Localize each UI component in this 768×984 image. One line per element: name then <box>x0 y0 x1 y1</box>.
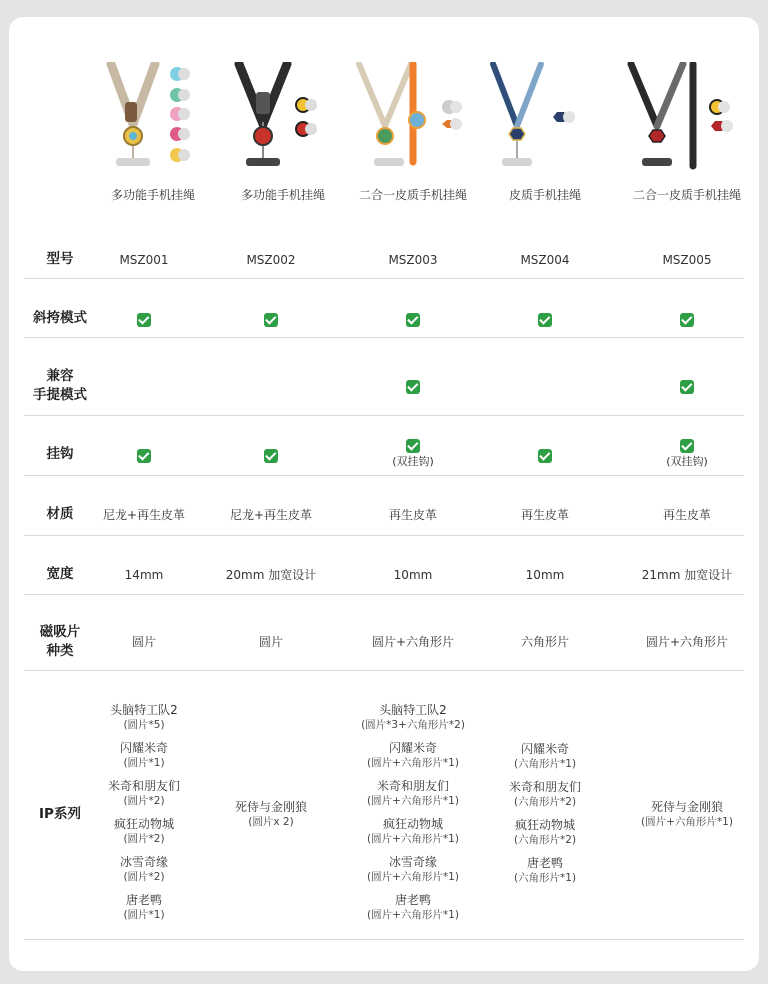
check-icon <box>538 313 552 327</box>
ip-name: 闪耀米奇 <box>119 741 168 755</box>
hook-cell <box>221 446 321 464</box>
ip-entry <box>485 779 605 810</box>
ip-name: 头脑特工队2 <box>379 703 447 717</box>
ip-detail: (圆片*2) <box>123 833 165 845</box>
ip-detail: (圆片+六角形片*1) <box>367 871 459 883</box>
ip-entry <box>84 778 204 809</box>
width-cell: 21mm 加宽设计 <box>641 568 733 582</box>
hook-cell <box>94 446 194 464</box>
row-label-hook: 挂钩 <box>46 446 74 462</box>
ip-column-3 <box>343 702 483 930</box>
check-icon <box>680 439 694 453</box>
product-name: 皮质手机挂绳 <box>508 188 581 202</box>
hook-cell <box>495 446 595 464</box>
row-label-line: 磁吸片 <box>39 624 81 640</box>
ip-detail: (圆片*2) <box>123 871 165 883</box>
comparison-card <box>9 17 759 971</box>
lanyard-1-image <box>89 62 217 182</box>
ip-detail: (六角形片*2) <box>513 796 577 808</box>
ip-name: 米奇和朋友们 <box>508 780 581 794</box>
ip-detail: (圆片*2) <box>123 795 165 807</box>
ip-name: 疯狂动物城 <box>382 817 443 831</box>
ip-entry <box>211 799 331 830</box>
ip-detail: (圆片*3+六角形片*2) <box>361 719 465 731</box>
check-icon <box>680 313 694 327</box>
ip-entry <box>617 799 757 830</box>
check-icon <box>264 449 278 463</box>
lanyard-5-image <box>623 62 751 182</box>
ip-entry <box>343 778 483 809</box>
ip-detail: (圆片*1) <box>123 757 165 769</box>
crossbody-cell <box>495 310 595 328</box>
crossbody-cell <box>637 310 737 328</box>
ip-name: 疯狂动物城 <box>113 817 174 831</box>
check-icon <box>264 313 278 327</box>
ip-column-1 <box>84 702 204 930</box>
row-label-crossbody: 斜挎模式 <box>33 310 87 326</box>
product-name: 多功能手机挂绳 <box>240 188 325 202</box>
ip-name: 闪耀米奇 <box>520 742 569 756</box>
lanyard-3-image <box>349 62 477 182</box>
row-divider <box>24 278 744 279</box>
row-divider <box>24 670 744 671</box>
ip-name: 米奇和朋友们 <box>376 779 449 793</box>
ip-detail: (圆片+六角形片*1) <box>641 816 733 828</box>
row-label-model: 型号 <box>46 251 74 267</box>
row-label-width: 宽度 <box>46 566 74 582</box>
row-label-line: 手提模式 <box>33 387 87 403</box>
ip-name: 唐老鸭 <box>125 893 162 907</box>
row-label-line: 兼容 <box>46 368 74 384</box>
model-cell: MSZ003 <box>388 253 438 267</box>
crossbody-cell <box>221 310 321 328</box>
product-5 <box>623 62 751 222</box>
hook-cell <box>363 436 463 470</box>
magnet-cell: 六角形片 <box>520 635 569 649</box>
ip-detail: (圆片x 2) <box>248 816 294 828</box>
handheld-cell <box>363 377 463 395</box>
ip-entry <box>343 740 483 771</box>
ip-entry <box>84 854 204 885</box>
material-cell: 尼龙+再生皮革 <box>229 508 313 522</box>
ip-detail: (六角形片*1) <box>513 872 577 884</box>
ip-detail: (圆片*1) <box>123 909 165 921</box>
ip-name: 冰雪奇缘 <box>119 855 168 869</box>
material-cell: 尼龙+再生皮革 <box>102 508 186 522</box>
check-icon <box>406 380 420 394</box>
check-icon <box>137 449 151 463</box>
check-icon <box>680 380 694 394</box>
row-label-handheld <box>25 367 95 405</box>
ip-detail: (六角形片*2) <box>513 834 577 846</box>
magnet-cell: 圆片 <box>131 635 156 649</box>
row-divider <box>24 337 744 338</box>
ip-name: 唐老鸭 <box>526 856 563 870</box>
ip-entry <box>343 816 483 847</box>
width-cell: 10mm <box>393 568 433 582</box>
row-label-line: 种类 <box>46 643 74 659</box>
ip-column-4 <box>485 741 605 893</box>
row-label-ip: IP系列 <box>39 806 81 822</box>
ip-detail: (圆片+六角形片*1) <box>367 909 459 921</box>
material-cell: 再生皮革 <box>662 508 711 522</box>
product-4 <box>481 62 609 222</box>
ip-entry <box>343 702 483 733</box>
product-3 <box>349 62 477 222</box>
hook-cell <box>637 436 737 470</box>
row-divider <box>24 535 744 536</box>
product-name: 二合一皮质手机挂绳 <box>632 188 741 202</box>
width-cell: 20mm 加宽设计 <box>225 568 317 582</box>
check-icon <box>137 313 151 327</box>
product-2 <box>219 62 347 222</box>
model-cell: MSZ001 <box>119 253 169 267</box>
ip-detail: (圆片+六角形片*1) <box>367 757 459 769</box>
model-cell: MSZ004 <box>520 253 570 267</box>
check-icon <box>406 313 420 327</box>
ip-detail: (圆片+六角形片*1) <box>367 795 459 807</box>
lanyard-4-image <box>481 62 609 182</box>
magnet-cell: 圆片+六角形片 <box>371 635 455 649</box>
ip-detail: (六角形片*1) <box>513 758 577 770</box>
row-divider <box>24 594 744 595</box>
material-cell: 再生皮革 <box>520 508 569 522</box>
hook-note: (双挂钩) <box>392 455 434 468</box>
row-label-material: 材质 <box>46 506 74 522</box>
hook-note: (双挂钩) <box>666 455 708 468</box>
ip-entry <box>485 741 605 772</box>
row-divider <box>24 415 744 416</box>
ip-entry <box>343 892 483 923</box>
ip-entry <box>84 892 204 923</box>
handheld-cell <box>637 377 737 395</box>
ip-entry <box>343 854 483 885</box>
row-divider <box>24 475 744 476</box>
ip-entry <box>84 740 204 771</box>
width-cell: 14mm <box>124 568 164 582</box>
crossbody-cell <box>94 310 194 328</box>
ip-name: 闪耀米奇 <box>388 741 437 755</box>
row-divider <box>24 939 744 940</box>
crossbody-cell <box>363 310 463 328</box>
ip-column-2 <box>211 799 331 837</box>
ip-column-5 <box>617 799 757 837</box>
magnet-cell: 圆片+六角形片 <box>645 635 729 649</box>
material-cell: 再生皮革 <box>388 508 437 522</box>
ip-name: 米奇和朋友们 <box>107 779 180 793</box>
ip-name: 头脑特工队2 <box>110 703 178 717</box>
model-cell: MSZ002 <box>246 253 296 267</box>
check-icon <box>538 449 552 463</box>
ip-entry <box>485 855 605 886</box>
ip-name: 冰雪奇缘 <box>388 855 437 869</box>
ip-entry <box>485 817 605 848</box>
product-name: 多功能手机挂绳 <box>110 188 195 202</box>
ip-name: 疯狂动物城 <box>514 818 575 832</box>
ip-detail: (圆片+六角形片*1) <box>367 833 459 845</box>
ip-name: 死侍与金刚狼 <box>650 800 723 814</box>
ip-name: 唐老鸭 <box>394 893 431 907</box>
check-icon <box>406 439 420 453</box>
product-1 <box>89 62 217 222</box>
ip-detail: (圆片*5) <box>123 719 165 731</box>
magnet-cell: 圆片 <box>258 635 283 649</box>
ip-entry <box>84 816 204 847</box>
model-cell: MSZ005 <box>662 253 712 267</box>
width-cell: 10mm <box>525 568 565 582</box>
ip-entry <box>84 702 204 733</box>
product-name: 二合一皮质手机挂绳 <box>358 188 467 202</box>
ip-name: 死侍与金刚狼 <box>234 800 307 814</box>
lanyard-2-image <box>219 62 347 182</box>
